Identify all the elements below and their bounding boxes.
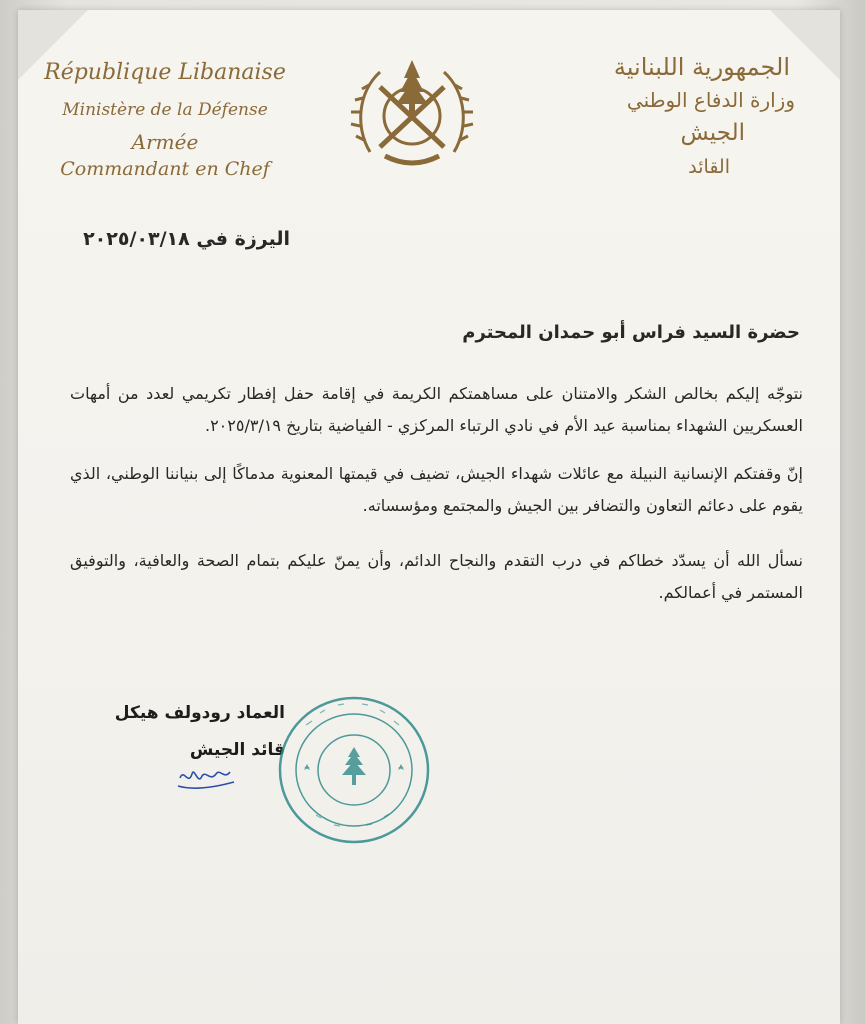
letter-addressee: حضرة السيد فراس أبو حمدان المحترم xyxy=(462,322,800,343)
handwritten-signature-icon xyxy=(172,756,252,796)
header-ar-army: الجيش xyxy=(680,120,745,146)
header-ar-ministry: وزارة الدفاع الوطني xyxy=(626,88,795,112)
letter-paragraph: نسأل الله أن يسدّد خطاكم في درب التقدم والنجاح الدائم، وأن يمنّ عليكم بتمام الصحة والعافية، والتوفيق المستمر في أعمالكم. xyxy=(70,551,803,602)
signatory-title: قائد الجيش xyxy=(189,740,285,760)
header-fr-republic: République Libanaise xyxy=(44,60,286,85)
ministry-seal-stamp-icon xyxy=(276,695,432,845)
letter-date: اليرزة في ٢٠٢٥/٠٣/١٨ xyxy=(83,228,290,250)
header-ar-commander: القائد xyxy=(688,156,730,178)
header-fr-ministry: Ministère de la Défense xyxy=(62,100,268,120)
header-ar-republic: الجمهورية اللبنانية xyxy=(613,53,790,81)
letter-paragraph: نتوجّه إليكم بخالص الشكر والامتنان على مساهمتكم الكريمة في إقامة حفل إفطار تكريمي لعدد من أمهات العسكريين الشهداء بمناسبة عيد الأم في نادي الرتباء المركزي - الفياضية بتاريخ ٢٠٢٥/٣/١٩. xyxy=(70,384,803,435)
header-fr-army: Armée xyxy=(131,130,199,154)
lebanese-army-emblem-icon xyxy=(350,52,474,174)
header-fr-commander: Commandant en Chef xyxy=(60,158,270,180)
signatory-name: العماد رودولف هيكل xyxy=(114,703,285,723)
letter-paragraph: إنّ وقفتكم الإنسانية النبيلة مع عائلات شهداء الجيش، تضيف في قيمتها المعنوية مدماكًا إلى بنياننا الوطني، الذي يقوم على دعائم التعاون والتضافر بين الجيش والمجتمع ومؤسساته. xyxy=(70,464,803,515)
